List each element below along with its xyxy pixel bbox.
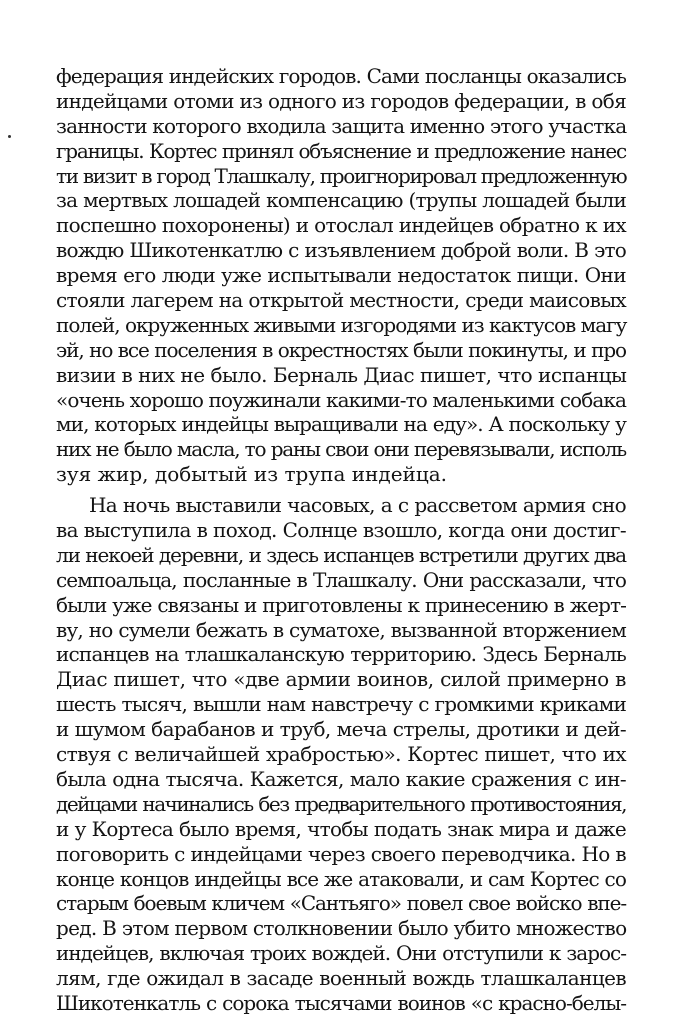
text-line: полей, окруженных живыми изгородями из кактусов магу: [56, 312, 627, 337]
text-line: ред. В этом первом столкновении было убито множество: [56, 916, 627, 941]
text-line: время его люди уже испытывали недостаток пищи. Они: [56, 263, 626, 288]
text-line: занности которого входила защита именно этого участка: [56, 113, 627, 138]
text-line: и шумом барабанов и труб, меча стрелы, дротики и дей-: [56, 717, 626, 742]
text-line: ти визит в город Тлашкалу, проигнорировал предложенную: [56, 163, 627, 188]
text-line: поспешно похоронены) и отослал индейцев обратно к их: [56, 213, 626, 238]
text-line: ми, которых индейцы выращивали на еду». А поскольку у: [56, 412, 626, 437]
text-line: границы. Кортес принял объяснение и предложение нанес: [56, 138, 626, 163]
text-line: ву, но сумели бежать в суматохе, вызванной вторжением: [56, 617, 626, 642]
text-line: дейцами начинались без предварительного противостояния,: [56, 791, 626, 816]
text-line: ли некоей деревни, и здесь испанцев встретили других два: [56, 542, 626, 567]
text-line: за мертвых лошадей компенсацию (трупы лошадей были: [56, 188, 626, 213]
text-line: Диас пишет, что «две армии воинов, силой примерно в: [56, 667, 626, 692]
text-line: семпоальца, посланные в Тлашкалу. Они рассказали, что: [56, 567, 626, 592]
text-line: федерация индейских городов. Сами посланцы оказались: [56, 64, 626, 88]
paragraph-1: [56, 64, 626, 487]
text-line: зуя жир, добытый из трупа индейца.: [56, 462, 448, 487]
text-line: поговорить с индейцами через своего переводчика. Но в: [56, 841, 626, 866]
text-line: ва выступила в поход. Солнце взошло, когда они достиг-: [56, 518, 626, 543]
text-line: «очень хорошо поужинали какими-то маленькими собака: [56, 387, 626, 412]
text-line: лям, где ожидал в засаде военный вождь тлашкаланцев: [56, 966, 626, 991]
text-line: них не было масла, то раны свои они перевязывали, исполь: [56, 437, 626, 462]
text-line: вождю Шикотенкатлю с изъявлением доброй воли. В это: [56, 238, 626, 263]
text-line: шесть тысяч, вышли нам навстречу с громкими криками: [56, 692, 626, 717]
text-line: эй, но все поселения в окрестностях были покинуты, и про: [56, 337, 626, 362]
text-line: старым боевым кличем «Сантьяго» повел свое войско впе-: [56, 891, 626, 916]
text-line: была одна тысяча. Кажется, мало какие сражения с ин-: [56, 766, 626, 791]
scan-speck: [8, 135, 11, 138]
text-line: визии в них не было. Берналь Диас пишет, что испанцы: [56, 362, 627, 387]
paragraph-2: [56, 493, 626, 1016]
text-line: ствуя с величайшей храбростью». Кортес пишет, что их: [56, 742, 626, 767]
text-line: стояли лагерем на открытой местности, среди маисовых: [56, 288, 626, 313]
text-line: На ночь выставили часовых, а с рассветом армия сно: [89, 493, 626, 518]
text-line: испанцев на тлашкаланскую территорию. Здесь Берналь: [56, 642, 626, 667]
text-line: индейцев, включая троих вождей. Они отступили к зарос-: [56, 941, 626, 966]
text-line: конце концов индейцы все же атаковали, и сам Кортес со: [56, 866, 626, 891]
text-line: индейцами отоми из одного из городов федерации, в обя: [56, 88, 626, 113]
text-line: Шикотенкатль с сорока тысячами воинов «с красно-белы-: [56, 990, 626, 1015]
text-line: были уже связаны и приготовлены к принесению в жерт-: [56, 592, 626, 617]
text-line: и у Кортеса было время, чтобы подать знак мира и даже: [56, 816, 626, 841]
book-page: [56, 64, 626, 1016]
